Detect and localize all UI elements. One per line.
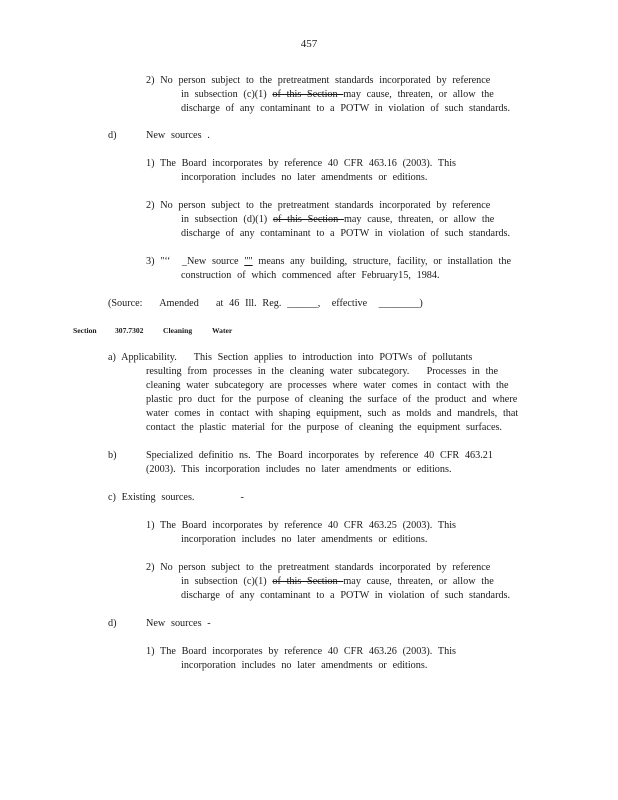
paragraph-line: 2) No person subject to the pretreatment standards incorporated by reference (146, 562, 491, 573)
paragraph-line: construction of which commenced after February15, 1984. (181, 270, 440, 281)
paragraph-line (181, 88, 494, 101)
section-word: Section (73, 326, 97, 335)
paragraph-line: a) Applicability. This Section applies to introduction into POTWs of pollutants (108, 352, 473, 363)
paragraph-line: discharge of any contaminant to a POTW in violation of such standards. (181, 590, 511, 601)
blank-line: ______ (287, 298, 318, 309)
paragraph-line: 1) The Board incorporates by reference 40 CFR 463.16 (2003). This (146, 158, 457, 169)
paragraph-line: plastic pro duct for the purpose of cleaning the surface of the product and where (146, 394, 518, 405)
paragraph-line: discharge of any contaminant to a POTW in violation of such standards. (181, 103, 511, 114)
section-number: 307.7302 (115, 326, 144, 335)
item-text: may cause, threaten, or allow the (343, 576, 494, 587)
section-title-word: Cleaning (163, 326, 193, 335)
paragraph-line: incorporation includes no later amendments or editions. (181, 172, 428, 183)
paragraph-line: Specialized definitio ns. The Board incorporates by reference 40 CFR 463.21 (146, 450, 493, 461)
paragraph-line: water comes in contact with shaping equipment, such as molds and mandrels, that (146, 408, 519, 419)
paragraph-line: 1) The Board incorporates by reference 40 CFR 463.26 (2003). This (146, 646, 457, 657)
underlined-quote: "" (244, 256, 253, 267)
paragraph-line: contact the plastic material for the purpose of cleaning the equipment surfaces. (146, 422, 502, 433)
item-text: in subsection (c)(1) (181, 576, 273, 587)
paragraph-line (146, 74, 490, 87)
source-text: ) (419, 298, 423, 309)
item-text: may cause, threaten, or allow the (343, 214, 495, 225)
paragraph-line (181, 213, 494, 226)
subsection-label: d) (108, 130, 117, 141)
page-number: 457 (300, 38, 318, 50)
paragraph-line: incorporation includes no later amendments or editions. (181, 660, 428, 671)
subsection-heading: c) Existing sources. - (108, 492, 244, 503)
subsection-label: b) (108, 450, 117, 461)
subsection-heading: New sources - (146, 618, 211, 629)
paragraph-line: discharge of any contaminant to a POTW in violation of such standards. (181, 228, 511, 239)
subsection-heading: New sources . (146, 130, 210, 141)
struck-text: of this Section (272, 89, 344, 100)
item-text: in subsection (c)(1) (181, 89, 273, 100)
item-label: 2) No (146, 75, 173, 86)
item-text: means any building, structure, facility, or installation the (252, 256, 512, 267)
source-text: (Source: Amended at 46 Ill. Reg. (108, 298, 288, 309)
paragraph-line (181, 575, 494, 588)
paragraph-line (146, 255, 511, 268)
paragraph-line: resulting from processes in the cleaning water subcategory. Processes in the (146, 366, 499, 377)
struck-text: of this Section (272, 576, 344, 587)
paragraph-line: (2003). This incorporation includes no later amendments or editions. (146, 464, 452, 475)
subsection-label: d) (108, 618, 117, 629)
source-text: , effective (317, 298, 379, 309)
section-title-word: Water (212, 326, 233, 335)
item-text: person subject to the pretreatment standards incorporated by reference (178, 75, 491, 86)
paragraph-line: 2) No person subject to the pretreatment standards incorporated by reference (146, 200, 491, 211)
paragraph-line: 1) The Board incorporates by reference 40 CFR 463.25 (2003). This (146, 520, 457, 531)
struck-text: of this Section (272, 214, 344, 225)
item-text: may cause, threaten, or allow the (343, 89, 494, 100)
paragraph-line: incorporation includes no later amendments or editions. (181, 534, 428, 545)
item-text: in subsection (d)(1) (181, 214, 273, 225)
item-text: 3) "‘‘ _New source (146, 256, 245, 267)
source-note (108, 297, 423, 310)
paragraph-line: cleaning water subcategory are processes where water comes in contact with the (146, 380, 509, 391)
blank-line: ________ (378, 298, 420, 309)
